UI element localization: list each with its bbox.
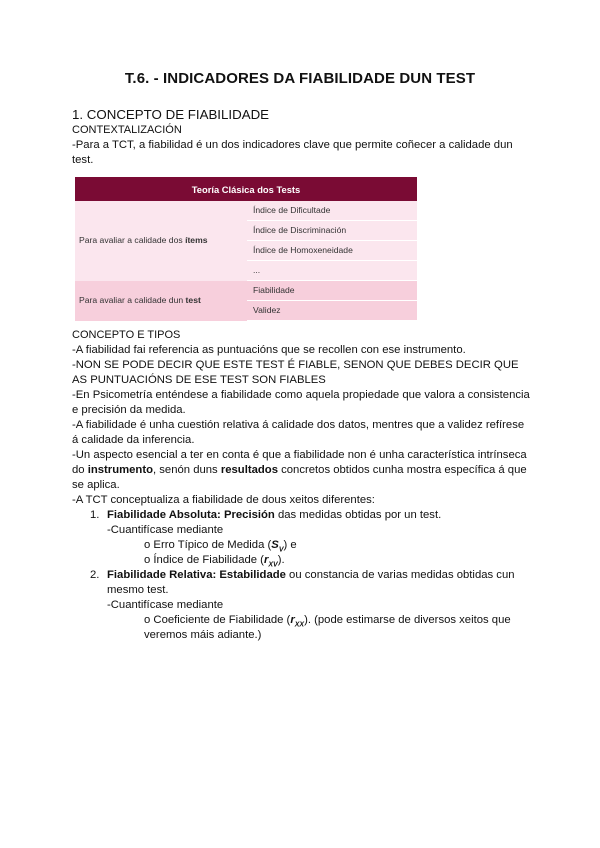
sub-heading-context: CONTEXTALIZACIÓN: [72, 124, 182, 136]
table-cell: Fiabilidade: [247, 281, 417, 301]
tct-table: [75, 177, 417, 321]
bold-span: Fiabilidade Relativa: Estabilidade: [107, 569, 286, 581]
list-bullet: [72, 613, 530, 643]
list-bullet: [72, 553, 530, 568]
group-label-bold: test: [185, 295, 201, 305]
bold-span: resultados: [220, 464, 278, 476]
subscript: V: [278, 546, 284, 554]
section-heading: 1. CONCEPTO DE FIABILIDADE: [72, 107, 270, 122]
text-span: das medidas obtidas por un test.: [274, 509, 442, 521]
text-span: -Un aspecto esencial a ter en conta é que a fiabilidade non é unha característica intrínseca do: [72, 449, 527, 476]
table-row: [75, 281, 417, 301]
list-item: [72, 508, 530, 523]
paragraph: -NON SE PODE DECIR QUE ESTE TEST É FIABLE, SENON QUE DEBES DECIR QUE AS PUNTUACIÓNS DE ESE TEST SON FIABLES: [72, 359, 519, 386]
subscript: XX: [294, 621, 305, 629]
text-span: ). (pode estimarse de diversos xeitos que veremos máis adiante.): [144, 614, 511, 641]
list-number: 2.: [90, 569, 100, 581]
text-span: ) e: [283, 539, 297, 551]
paragraph: -A fiabilidade é unha cuestión relativa á calidade dos datos, mentres que a validez refírese á calidade da inferencia.: [72, 419, 525, 446]
paragraph: -En Psicometría enténdese a fiabilidade como aquela propiedade que valora a consistencia e precisión da medida.: [72, 389, 530, 416]
symbol: r: [290, 614, 295, 626]
intro-paragraph: -Para a TCT, a fiabilidad é un dos indicadores clave que permite coñecer a calidade dun test.: [72, 139, 513, 166]
text-span: concretos obtidos cunha mostra específica á que se aplica.: [72, 464, 527, 491]
list-subline: -Cuantifícase mediante: [107, 524, 224, 536]
table-header: Teoría Clásica dos Tests: [75, 177, 417, 201]
table-group-label: [75, 201, 247, 281]
list-subline: -Cuantifícase mediante: [107, 599, 224, 611]
table-cell: Índice de Dificultade: [247, 201, 417, 221]
table-row: [75, 201, 417, 221]
paragraph: [72, 448, 530, 493]
group-label-text: Para avaliar a calidade dos: [79, 235, 186, 246]
sub-heading-concept: CONCEPTO E TIPOS: [72, 329, 181, 341]
list-item: [72, 568, 530, 598]
list-bullet: [72, 538, 530, 553]
tct-table-figure: [75, 177, 417, 321]
symbol: S: [271, 539, 279, 551]
paragraph: -A TCT conceptualiza a fiabilidade de dous xeitos diferentes:: [72, 494, 375, 506]
table-cell: Validez: [247, 301, 417, 321]
table-cell: ...: [247, 261, 417, 281]
text-span: ).: [277, 554, 285, 566]
text-span: , senón duns: [153, 464, 221, 476]
text-span: o Índice de Fiabilidade (: [144, 554, 264, 566]
table-cell: Índice de Homoxeneidade: [247, 241, 417, 261]
paragraph: -A fiabilidad fai referencia as puntuacións que se recollen con ese instrumento.: [72, 344, 466, 356]
document-title: T.6. - INDICADORES DA FIABILIDADE DUN TEST: [124, 70, 476, 87]
group-label-text: Para avaliar a calidade dun: [79, 295, 186, 305]
group-label-bold: ítems: [185, 235, 208, 246]
table-cell: Índice de Discriminación: [247, 221, 417, 241]
text-span: ou constancia de varias medidas obtidas cun mesmo test.: [107, 569, 515, 596]
list-number: 1.: [90, 509, 100, 521]
subscript: XV: [268, 561, 278, 569]
document-body: [72, 106, 530, 643]
bold-span: Fiabilidade Absoluta: Precisión: [107, 509, 275, 521]
symbol: r: [263, 554, 269, 566]
text-span: o Erro Típico de Medida (: [144, 539, 272, 551]
table-group-label: [75, 281, 247, 321]
bold-span: instrumento: [87, 464, 153, 476]
text-span: o Coeficiente de Fiabilidade (: [144, 614, 291, 626]
